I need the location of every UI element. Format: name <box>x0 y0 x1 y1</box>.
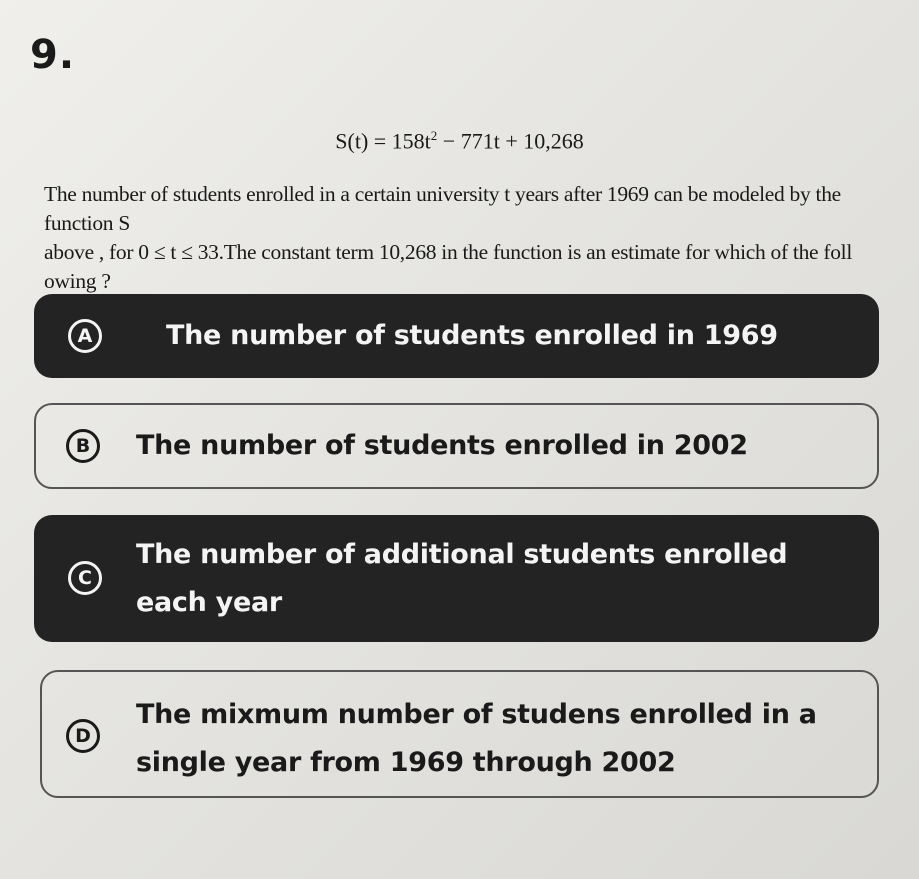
choice-a-letter-badge: A <box>68 319 102 353</box>
function-formula <box>0 128 919 154</box>
formula-lhs: S(t) <box>335 128 369 154</box>
choice-d[interactable] <box>40 670 879 798</box>
formula-exponent: 2 <box>430 128 438 143</box>
choice-a-line-1: The number of students enrolled in 1969 <box>166 320 778 351</box>
choice-c-letter-badge: C <box>68 561 102 595</box>
question-number: 9. <box>30 32 76 78</box>
choice-b[interactable] <box>34 403 879 489</box>
choice-d-line-1: The mixmum number of studens enrolled in a <box>136 699 817 730</box>
choice-b-text <box>136 422 748 470</box>
choice-a-text <box>166 312 778 360</box>
choice-b-letter-badge: B <box>66 429 100 463</box>
formula-rhs-part2: − 771t + 10,268 <box>437 128 584 154</box>
stem-line-1: The number of students enrolled in a certain university t years after 1969 can be modeled by the function S <box>44 182 841 235</box>
choice-d-letter-badge: D <box>66 719 100 753</box>
stem-line-2: above , for 0 ≤ t ≤ 33.The constant term 10,268 in the function is an estimate for which of the foll owing ? <box>44 240 853 293</box>
choice-c-text <box>136 531 787 627</box>
choice-a[interactable] <box>34 294 879 378</box>
choice-c-line-1: The number of additional students enrolled <box>136 539 788 570</box>
choice-b-line-1: The number of students enrolled in 2002 <box>136 430 748 461</box>
choice-c[interactable] <box>34 515 879 642</box>
formula-rhs-part1: = 158t <box>368 128 431 154</box>
choice-c-line-2: each year <box>136 587 282 618</box>
choice-d-line-2: single year from 1969 through 2002 <box>136 747 676 778</box>
question-stem <box>44 180 884 296</box>
choice-d-text <box>136 691 817 787</box>
